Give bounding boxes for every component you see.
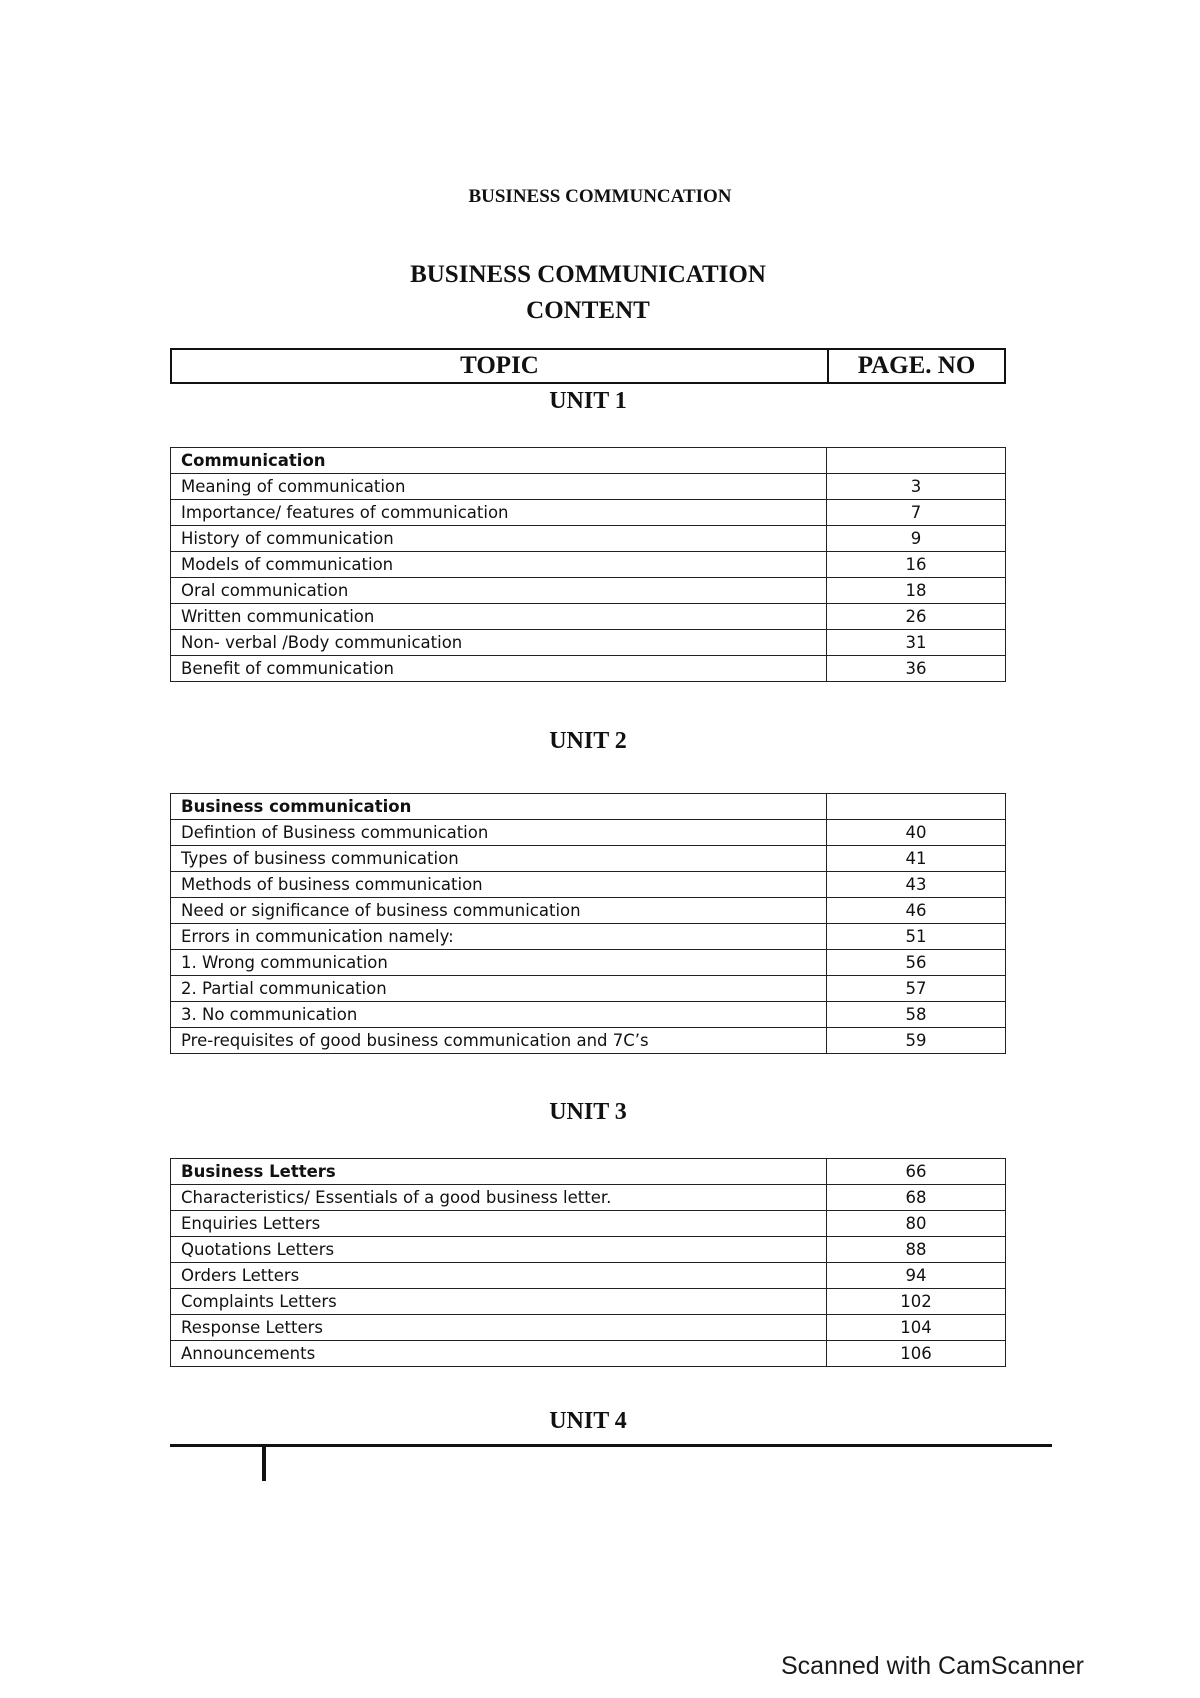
page-number-cell: 66 <box>827 1159 1006 1185</box>
page-number-cell: 57 <box>827 976 1006 1002</box>
table-row <box>171 1237 1006 1263</box>
table-row <box>171 1289 1006 1315</box>
table-row <box>171 552 1006 578</box>
unit-heading: UNIT 2 <box>549 728 627 754</box>
table-row <box>171 846 1006 872</box>
unit-3-contents-table <box>170 1158 1006 1367</box>
table-row <box>171 924 1006 950</box>
table-row <box>171 794 1006 820</box>
table-row <box>171 898 1006 924</box>
page-number-cell: 40 <box>827 820 1006 846</box>
scanner-watermark: Scanned with CamScanner <box>781 1652 1084 1680</box>
topic-cell: Communication <box>171 448 827 474</box>
page-number-cell: 46 <box>827 898 1006 924</box>
page-number-cell: 31 <box>827 630 1006 656</box>
table-row <box>171 1263 1006 1289</box>
topic-cell: 2. Partial communication <box>171 976 827 1002</box>
page-number-cell: 16 <box>827 552 1006 578</box>
page-number-cell: 59 <box>827 1028 1006 1054</box>
topic-cell: Orders Letters <box>171 1263 827 1289</box>
table-row <box>171 1159 1006 1185</box>
unit-4-table-divider <box>262 1447 266 1481</box>
table-row <box>171 578 1006 604</box>
table-row <box>171 1185 1006 1211</box>
table-row <box>171 448 1006 474</box>
table-row <box>171 1002 1006 1028</box>
page-number-cell: 51 <box>827 924 1006 950</box>
page-number-cell: 7 <box>827 500 1006 526</box>
title-line-2: CONTENT <box>526 297 650 324</box>
page-number-cell: 68 <box>827 1185 1006 1211</box>
topic-cell: Enquiries Letters <box>171 1211 827 1237</box>
page-number-cell: 36 <box>827 656 1006 682</box>
page-number-cell <box>827 448 1006 474</box>
unit-4-table-top-rule <box>170 1444 1052 1447</box>
topic-cell: Complaints Letters <box>171 1289 827 1315</box>
unit-1-contents-table <box>170 447 1006 682</box>
page-number-cell: 43 <box>827 872 1006 898</box>
table-row <box>171 630 1006 656</box>
topic-cell: Methods of business communication <box>171 872 827 898</box>
page-number-cell: 102 <box>827 1289 1006 1315</box>
topic-cell: Non- verbal /Body communication <box>171 630 827 656</box>
topic-column-header: TOPIC <box>172 350 829 382</box>
topic-cell: Models of communication <box>171 552 827 578</box>
page-number-cell: 104 <box>827 1315 1006 1341</box>
page-number-cell: 41 <box>827 846 1006 872</box>
page-number-cell: 80 <box>827 1211 1006 1237</box>
page-number-cell: 56 <box>827 950 1006 976</box>
document-title <box>0 257 1176 329</box>
unit-heading: UNIT 1 <box>549 388 627 414</box>
table-row <box>171 1341 1006 1367</box>
topic-cell: Characteristics/ Essentials of a good business letter. <box>171 1185 827 1211</box>
page-number-cell: 88 <box>827 1237 1006 1263</box>
topic-cell: Business Letters <box>171 1159 827 1185</box>
topic-cell: Written communication <box>171 604 827 630</box>
topic-cell: 3. No communication <box>171 1002 827 1028</box>
topic-cell: Defintion of Business communication <box>171 820 827 846</box>
table-row <box>171 1028 1006 1054</box>
topic-cell: Quotations Letters <box>171 1237 827 1263</box>
topic-cell: Errors in communication namely: <box>171 924 827 950</box>
running-header: BUSINESS COMMUNCATION <box>468 186 732 207</box>
page-number-cell: 58 <box>827 1002 1006 1028</box>
title-line-1: BUSINESS COMMUNICATION <box>410 261 766 288</box>
table-row <box>171 500 1006 526</box>
topic-cell: Meaning of communication <box>171 474 827 500</box>
topic-cell: Oral communication <box>171 578 827 604</box>
unit-heading: UNIT 3 <box>549 1099 627 1125</box>
topic-cell: Pre-requisites of good business communication and 7C’s <box>171 1028 827 1054</box>
table-row <box>171 976 1006 1002</box>
topic-cell: Types of business communication <box>171 846 827 872</box>
contents-header-table <box>170 348 1006 384</box>
page-number-cell <box>827 794 1006 820</box>
page-number-cell: 106 <box>827 1341 1006 1367</box>
table-row <box>171 526 1006 552</box>
topic-cell: Response Letters <box>171 1315 827 1341</box>
topic-cell: Need or significance of business communication <box>171 898 827 924</box>
topic-cell: Benefit of communication <box>171 656 827 682</box>
unit-2-contents-table <box>170 793 1006 1054</box>
page-number-cell: 94 <box>827 1263 1006 1289</box>
table-row <box>171 820 1006 846</box>
topic-cell: Announcements <box>171 1341 827 1367</box>
topic-cell: Business communication <box>171 794 827 820</box>
table-row <box>171 872 1006 898</box>
topic-cell: History of communication <box>171 526 827 552</box>
topic-cell: 1. Wrong communication <box>171 950 827 976</box>
page-number-cell: 9 <box>827 526 1006 552</box>
page-number-cell: 18 <box>827 578 1006 604</box>
topic-cell: Importance/ features of communication <box>171 500 827 526</box>
table-row <box>171 1315 1006 1341</box>
unit-heading: UNIT 4 <box>549 1408 627 1434</box>
table-row <box>171 1211 1006 1237</box>
page-number-cell: 3 <box>827 474 1006 500</box>
table-row <box>171 950 1006 976</box>
page-number-cell: 26 <box>827 604 1006 630</box>
table-row <box>171 474 1006 500</box>
table-row <box>171 656 1006 682</box>
page-number-column-header: PAGE. NO <box>857 352 976 379</box>
table-row <box>171 604 1006 630</box>
